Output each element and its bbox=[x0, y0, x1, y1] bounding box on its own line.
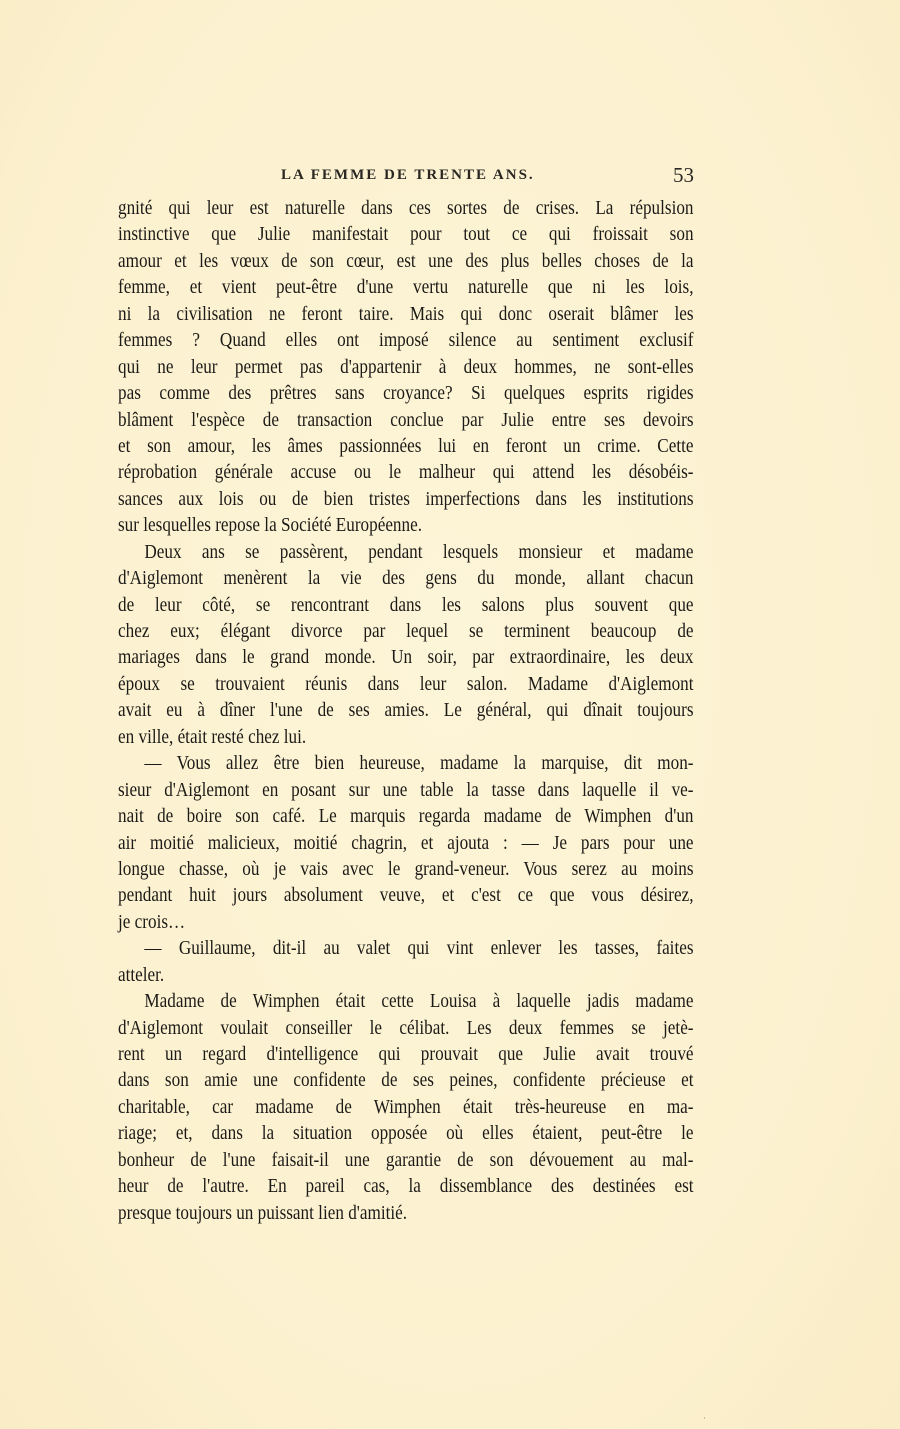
text-line: atteler. bbox=[118, 964, 165, 986]
text-line: sieur d'Aiglemont en posant sur une table la tasse dans laquelle il ve- bbox=[118, 779, 694, 801]
text-line: — Guillaume, dit-il au valet qui vint enlever les tasses, faites bbox=[144, 938, 694, 960]
page-header bbox=[118, 163, 694, 189]
text-line: longue chasse, où je vais avec le grand-veneur. Vous serez au moins bbox=[118, 858, 694, 880]
scan-speck: · bbox=[703, 1414, 706, 1423]
text-line: chez eux; élégant divorce par lequel se terminent beaucoup de bbox=[118, 621, 694, 642]
text-line: Deux ans se passèrent, pendant lesquels monsieur et madame bbox=[144, 541, 694, 563]
text-line: air moitié malicieux, moitié chagrin, et ajouta : — Je pars pour une bbox=[118, 832, 694, 854]
text-line: charitable, car madame de Wimphen était très-heureuse en ma- bbox=[118, 1096, 694, 1118]
text-line: presque toujours un puissant lien d'amitié. bbox=[118, 1202, 408, 1224]
text-line: qui ne leur permet pas d'appartenir à deux hommes, ne sont-elles bbox=[118, 356, 694, 378]
text-line: riage; et, dans la situation opposée où elles étaient, peut-être le bbox=[118, 1123, 694, 1145]
text-line: d'Aiglemont menèrent la vie des gens du monde, allant chacun bbox=[118, 568, 694, 590]
text-line: bonheur de l'une faisait-il une garantie de son dévouement au mal- bbox=[118, 1149, 694, 1171]
text-line: femmes ? Quand elles ont imposé silence au sentiment exclusif bbox=[118, 330, 694, 352]
text-line: — Vous allez être bien heureuse, madame la marquise, dit mon- bbox=[144, 753, 694, 775]
text-line: nait de boire son café. Le marquis regarda madame de Wimphen d'un bbox=[118, 806, 694, 828]
text-line: je crois… bbox=[118, 911, 186, 933]
text-line: mariages dans le grand monde. Un soir, par extraordinaire, les deux bbox=[118, 647, 694, 669]
text-line: pas comme des prêtres sans croyance? Si quelques esprits rigides bbox=[118, 383, 694, 405]
text-line: ni la civilisation ne feront taire. Mais qui donc oserait blâmer les bbox=[118, 303, 694, 325]
text-line: époux se trouvaient réunis dans leur salon. Madame d'Aiglemont bbox=[118, 673, 694, 695]
text-line: de leur côté, se rencontrant dans les salons plus souvent que bbox=[118, 594, 694, 616]
text-line: sur lesquelles repose la Société Européenne. bbox=[118, 515, 423, 537]
text-line: réprobation générale accuse ou le malheur qui attend les désobéis- bbox=[118, 462, 694, 484]
running-title: LA FEMME DE TRENTE ANS. bbox=[281, 167, 535, 183]
text-line: instinctive que Julie manifestait pour tout ce qui froissait son bbox=[118, 224, 694, 246]
text-line: d'Aiglemont voulait conseiller le célibat. Les deux femmes se jetè- bbox=[118, 1017, 694, 1039]
text-line: en ville, était resté chez lui. bbox=[118, 726, 307, 748]
text-line: sances aux lois ou de bien tristes imperfections dans les institutions bbox=[118, 488, 694, 510]
text-line: Madame de Wimphen était cette Louisa à laquelle jadis madame bbox=[144, 991, 694, 1013]
text-line: heur de l'autre. En pareil cas, la dissemblance des destinées est bbox=[118, 1176, 694, 1198]
text-line: femme, et vient peut-être d'une vertu naturelle que ni les lois, bbox=[118, 277, 694, 299]
text-line: avait eu à dîner l'une de ses amies. Le général, qui dînait toujours bbox=[118, 700, 694, 722]
text-line: dans son amie une confidente de ses peines, confidente précieuse et bbox=[118, 1070, 694, 1092]
text-line: amour et les vœux de son cœur, est une des plus belles choses de la bbox=[118, 250, 694, 272]
text-line: blâment l'espèce de transaction conclue par Julie entre ses devoirs bbox=[118, 409, 694, 431]
text-line: rent un regard d'intelligence qui prouvait que Julie avait trouvé bbox=[118, 1044, 694, 1065]
text-line: gnité qui leur est naturelle dans ces sortes de crises. La répulsion bbox=[118, 198, 694, 219]
text-line: pendant huit jours absolument veuve, et c'est ce que vous désirez, bbox=[118, 885, 694, 907]
text-line: et son amour, les âmes passionnées lui en feront un crime. Cette bbox=[118, 435, 694, 457]
page-number: 53 bbox=[673, 163, 694, 187]
body-text bbox=[118, 196, 694, 1227]
